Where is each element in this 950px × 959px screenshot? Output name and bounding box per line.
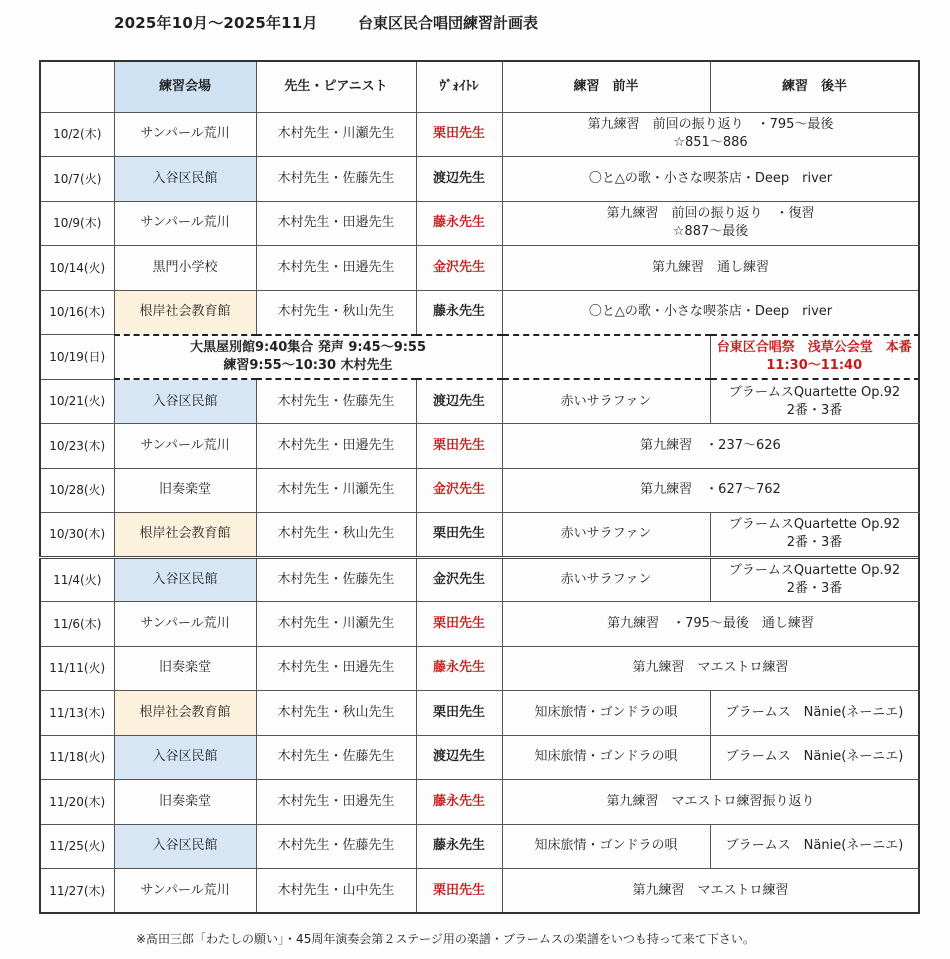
row-teacher: 木村先生・佐藤先生 bbox=[256, 157, 416, 202]
row-teacher: 木村先生・田邉先生 bbox=[256, 780, 416, 825]
table-row bbox=[40, 201, 919, 246]
row-practice-second-half: ブラームス Nänie(ネーニエ) bbox=[710, 691, 919, 736]
row-date: 10/9(木) bbox=[40, 201, 114, 246]
row-violin-teacher: 渡辺先生 bbox=[416, 379, 502, 424]
table-row bbox=[40, 602, 919, 647]
row-practice: 第九練習 ・237～626 bbox=[502, 424, 919, 469]
row-teacher: 木村先生・秋山先生 bbox=[256, 290, 416, 335]
row-date: 10/30(木) bbox=[40, 513, 114, 558]
row-teacher: 木村先生・川瀬先生 bbox=[256, 602, 416, 647]
row-violin-teacher: 渡辺先生 bbox=[416, 735, 502, 780]
row-teacher: 木村先生・佐藤先生 bbox=[256, 824, 416, 869]
footnote: ※髙田三郎「わたしの願い」・45周年演奏会第２ステージ用の楽譜・ブラームスの楽譜をいつも持って来て下さい。 bbox=[136, 932, 755, 946]
row-practice: 第九練習 前回の振り返り ・復習 ☆887～最後 bbox=[502, 201, 919, 246]
table-row bbox=[40, 735, 919, 780]
row-practice: 〇と△の歌・小さな喫茶店・Deep river bbox=[502, 157, 919, 202]
row-teacher: 木村先生・川瀬先生 bbox=[256, 112, 416, 157]
schedule-period: 2025年10月～2025年11月 bbox=[114, 14, 318, 32]
row-venue: 旧奏楽堂 bbox=[114, 780, 256, 825]
row-practice-second-half: ブラームスQuartette Op.92 2番・3番 bbox=[710, 379, 919, 424]
row-date: 10/14(火) bbox=[40, 246, 114, 291]
row-violin-teacher: 藤永先生 bbox=[416, 646, 502, 691]
row-practice-second-half: ブラームス Nänie(ネーニエ) bbox=[710, 824, 919, 869]
row-practice: 第九練習 マエストロ練習振り返り bbox=[502, 780, 919, 825]
row-practice: 第九練習 前回の振り返り ・795～最後 ☆851～886 bbox=[502, 112, 919, 157]
table-row bbox=[40, 691, 919, 736]
row-teacher: 木村先生・秋山先生 bbox=[256, 513, 416, 558]
table-row bbox=[40, 468, 919, 513]
table-row bbox=[40, 513, 919, 558]
row-teacher: 木村先生・田邉先生 bbox=[256, 424, 416, 469]
row-practice-second-half: ブラームスQuartette Op.92 2番・3番 bbox=[710, 557, 919, 602]
row-practice-first-half: 赤いサラファン bbox=[502, 513, 710, 558]
row-violin-teacher: 栗田先生 bbox=[416, 112, 502, 157]
row-venue: 旧奏楽堂 bbox=[114, 646, 256, 691]
column-header-violin: ｳﾞｫｲﾄﾚ bbox=[416, 61, 502, 112]
row-teacher: 木村先生・佐藤先生 bbox=[256, 379, 416, 424]
row-practice-second-half: ブラームス Nänie(ネーニエ) bbox=[710, 735, 919, 780]
row-violin-teacher: 藤永先生 bbox=[416, 290, 502, 335]
row-date: 10/28(火) bbox=[40, 468, 114, 513]
row-venue: 入谷区民館 bbox=[114, 379, 256, 424]
row-venue: 入谷区民館 bbox=[114, 735, 256, 780]
table-header-row bbox=[40, 61, 919, 112]
row-venue: 根岸社会教育館 bbox=[114, 513, 256, 558]
row-date: 11/11(火) bbox=[40, 646, 114, 691]
document-title: 台東区民合唱団練習計画表 bbox=[358, 14, 539, 32]
row-date: 10/19(日) bbox=[40, 335, 114, 380]
row-date: 11/18(火) bbox=[40, 735, 114, 780]
row-date: 11/6(木) bbox=[40, 602, 114, 647]
row-venue: サンパール荒川 bbox=[114, 424, 256, 469]
row-date: 10/7(火) bbox=[40, 157, 114, 202]
row-practice: 第九練習 ・627～762 bbox=[502, 468, 919, 513]
event-meeting-info: 大黒屋別館9:40集合 発声 9:45～9:55 練習9:55～10:30 木村先生 bbox=[114, 335, 502, 380]
row-practice-first-half: 赤いサラファン bbox=[502, 557, 710, 602]
row-venue: 入谷区民館 bbox=[114, 557, 256, 602]
table-row bbox=[40, 824, 919, 869]
row-violin-teacher: 栗田先生 bbox=[416, 602, 502, 647]
row-practice-second-half: ブラームスQuartette Op.92 2番・3番 bbox=[710, 513, 919, 558]
row-violin-teacher: 金沢先生 bbox=[416, 468, 502, 513]
table-row bbox=[40, 335, 919, 380]
schedule-body bbox=[40, 112, 919, 913]
row-violin-teacher: 渡辺先生 bbox=[416, 157, 502, 202]
row-practice-first-half: 知床旅情・ゴンドラの唄 bbox=[502, 824, 710, 869]
row-practice: 第九練習 ・795～最後 通し練習 bbox=[502, 602, 919, 647]
row-teacher: 木村先生・佐藤先生 bbox=[256, 735, 416, 780]
row-date: 11/20(木) bbox=[40, 780, 114, 825]
row-teacher: 木村先生・秋山先生 bbox=[256, 691, 416, 736]
column-header-first-half: 練習 前半 bbox=[502, 61, 710, 112]
document-header bbox=[0, 12, 950, 42]
event-violin-empty bbox=[502, 335, 710, 380]
row-violin-teacher: 藤永先生 bbox=[416, 201, 502, 246]
table-row bbox=[40, 646, 919, 691]
table-row bbox=[40, 869, 919, 914]
row-practice-first-half: 赤いサラファン bbox=[502, 379, 710, 424]
row-teacher: 木村先生・川瀬先生 bbox=[256, 468, 416, 513]
row-violin-teacher: 金沢先生 bbox=[416, 557, 502, 602]
row-date: 11/27(木) bbox=[40, 869, 114, 914]
row-violin-teacher: 栗田先生 bbox=[416, 513, 502, 558]
row-violin-teacher: 栗田先生 bbox=[416, 424, 502, 469]
row-violin-teacher: 藤永先生 bbox=[416, 780, 502, 825]
column-header-venue: 練習会場 bbox=[114, 61, 256, 112]
table-row bbox=[40, 557, 919, 602]
event-concert-info: 台東区合唱祭 浅草公会堂 本番11:30～11:40 bbox=[710, 335, 919, 380]
row-date: 10/23(木) bbox=[40, 424, 114, 469]
table-row bbox=[40, 112, 919, 157]
row-teacher: 木村先生・田邉先生 bbox=[256, 201, 416, 246]
column-header-date bbox=[40, 61, 114, 112]
row-venue: 黒門小学校 bbox=[114, 246, 256, 291]
row-practice-first-half: 知床旅情・ゴンドラの唄 bbox=[502, 691, 710, 736]
table-row bbox=[40, 157, 919, 202]
row-date: 11/13(木) bbox=[40, 691, 114, 736]
table-row bbox=[40, 379, 919, 424]
row-violin-teacher: 金沢先生 bbox=[416, 246, 502, 291]
row-venue: サンパール荒川 bbox=[114, 201, 256, 246]
row-teacher: 木村先生・山中先生 bbox=[256, 869, 416, 914]
row-venue: サンパール荒川 bbox=[114, 112, 256, 157]
row-practice: 第九練習 通し練習 bbox=[502, 246, 919, 291]
row-teacher: 木村先生・佐藤先生 bbox=[256, 557, 416, 602]
table-row bbox=[40, 290, 919, 335]
row-teacher: 木村先生・田邉先生 bbox=[256, 246, 416, 291]
row-date: 10/16(木) bbox=[40, 290, 114, 335]
row-venue: サンパール荒川 bbox=[114, 602, 256, 647]
row-venue: 旧奏楽堂 bbox=[114, 468, 256, 513]
column-header-teacher: 先生・ピアニスト bbox=[256, 61, 416, 112]
row-practice: 〇と△の歌・小さな喫茶店・Deep river bbox=[502, 290, 919, 335]
row-violin-teacher: 栗田先生 bbox=[416, 691, 502, 736]
practice-schedule-table bbox=[39, 60, 920, 914]
row-practice-first-half: 知床旅情・ゴンドラの唄 bbox=[502, 735, 710, 780]
row-venue: サンパール荒川 bbox=[114, 869, 256, 914]
row-date: 10/21(火) bbox=[40, 379, 114, 424]
table-row bbox=[40, 780, 919, 825]
row-date: 11/25(火) bbox=[40, 824, 114, 869]
row-violin-teacher: 栗田先生 bbox=[416, 869, 502, 914]
row-venue: 入谷区民館 bbox=[114, 157, 256, 202]
row-date: 11/4(火) bbox=[40, 557, 114, 602]
table-row bbox=[40, 246, 919, 291]
row-venue: 根岸社会教育館 bbox=[114, 691, 256, 736]
column-header-second-half: 練習 後半 bbox=[710, 61, 919, 112]
row-venue: 根岸社会教育館 bbox=[114, 290, 256, 335]
row-practice: 第九練習 マエストロ練習 bbox=[502, 646, 919, 691]
row-teacher: 木村先生・田邉先生 bbox=[256, 646, 416, 691]
table-row bbox=[40, 424, 919, 469]
row-date: 10/2(木) bbox=[40, 112, 114, 157]
row-practice: 第九練習 マエストロ練習 bbox=[502, 869, 919, 914]
row-venue: 入谷区民館 bbox=[114, 824, 256, 869]
row-violin-teacher: 藤永先生 bbox=[416, 824, 502, 869]
